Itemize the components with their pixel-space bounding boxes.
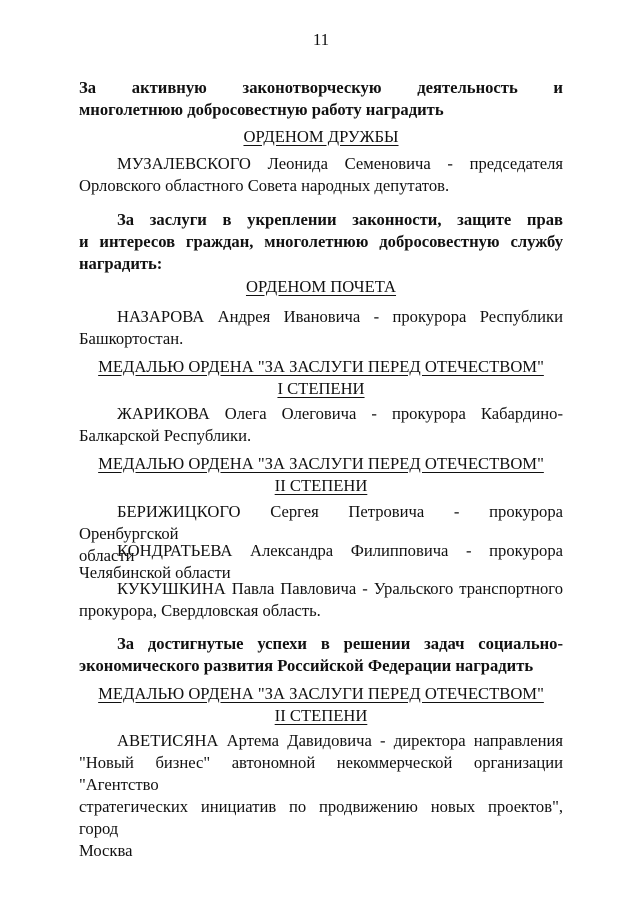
recipient-line-1: АВЕТИСЯНА Артема Давидовича - директора направления: [117, 731, 563, 750]
recipient-line-2: Балкарской Республики.: [79, 426, 252, 445]
recipient-muzalevsky: [79, 153, 563, 197]
section-1-heading: [79, 77, 563, 121]
award-title-medal-second-degree-2: [79, 683, 563, 727]
section-3-heading-line-2: экономического развития Российской Федерации наградить: [79, 656, 534, 675]
award-title-medal-first-degree: [79, 356, 563, 400]
recipient-line-4: Москва: [79, 841, 133, 860]
award-title-line-1: МЕДАЛЬЮ ОРДЕНА "ЗА ЗАСЛУГИ ПЕРЕД ОТЕЧЕСТВОМ": [98, 357, 544, 376]
section-1-heading-line-1: За активную законотворческую деятельность и: [79, 78, 563, 97]
award-title-line-2: II СТЕПЕНИ: [274, 476, 368, 495]
section-1-heading-line-2: многолетнюю добросовестную работу наградить: [79, 100, 444, 119]
award-title-line-2: II СТЕПЕНИ: [274, 706, 368, 725]
section-3-heading-line-1: За достигнутые успехи в решении задач социально-: [117, 634, 563, 653]
recipient-line-2: Башкортостан.: [79, 329, 184, 348]
section-2-heading-line-3: наградить:: [79, 254, 163, 273]
award-title-line-1: МЕДАЛЬЮ ОРДЕНА "ЗА ЗАСЛУГИ ПЕРЕД ОТЕЧЕСТВОМ": [98, 684, 544, 703]
award-title-line: ОРДЕНОМ ПОЧЕТА: [245, 277, 397, 296]
section-2-heading-line-2: и интересов граждан, многолетнюю добросовестную службу: [79, 232, 563, 251]
recipient-line-2: Челябинской области: [79, 563, 231, 582]
recipient-line-3: стратегических инициатив по продвижению новых проектов", город: [79, 797, 563, 838]
section-2-heading-line-1: За заслуги в укреплении законности, защите прав: [117, 210, 563, 229]
award-title-medal-second-degree: [79, 453, 563, 497]
recipient-line-2: области: [79, 546, 135, 565]
recipient-zharikov: [79, 403, 563, 447]
award-title-line: ОРДЕНОМ ДРУЖБЫ: [243, 127, 399, 146]
recipient-line-1: НАЗАРОВА Андрея Ивановича - прокурора Республики: [117, 307, 563, 326]
recipient-line-1: БЕРИЖИЦКОГО Сергея Петровича - прокурора Оренбургской: [79, 502, 563, 543]
recipient-line-1: МУЗАЛЕВСКОГО Леонида Семеновича - председателя: [117, 154, 563, 173]
recipient-line-2: "Новый бизнес" автономной некоммерческой организации "Агентство: [79, 753, 563, 794]
recipient-nazarov: [79, 306, 563, 350]
page-number: 11: [312, 30, 330, 49]
section-3-heading: [79, 633, 563, 677]
award-title-order-of-honor: [79, 276, 563, 298]
recipient-kukushkin: [79, 578, 563, 622]
award-title-line-1: МЕДАЛЬЮ ОРДЕНА "ЗА ЗАСЛУГИ ПЕРЕД ОТЕЧЕСТВОМ": [98, 454, 544, 473]
recipient-line-1: ЖАРИКОВА Олега Олеговича - прокурора Кабардино-: [117, 404, 563, 423]
recipient-line-1: КУКУШКИНА Павла Павловича - Уральского транспортного: [117, 579, 563, 598]
award-title-line-2: I СТЕПЕНИ: [277, 379, 365, 398]
recipient-line-1: КОНДРАТЬЕВА Александра Филипповича - прокурора: [117, 541, 563, 560]
recipient-avetisyan: [79, 730, 563, 862]
recipient-line-2: Орловского областного Совета народных депутатов.: [79, 176, 450, 195]
recipient-line-2: прокурора, Свердловская область.: [79, 601, 321, 620]
award-title-order-of-friendship: [79, 126, 563, 148]
section-2-heading: [79, 209, 563, 275]
